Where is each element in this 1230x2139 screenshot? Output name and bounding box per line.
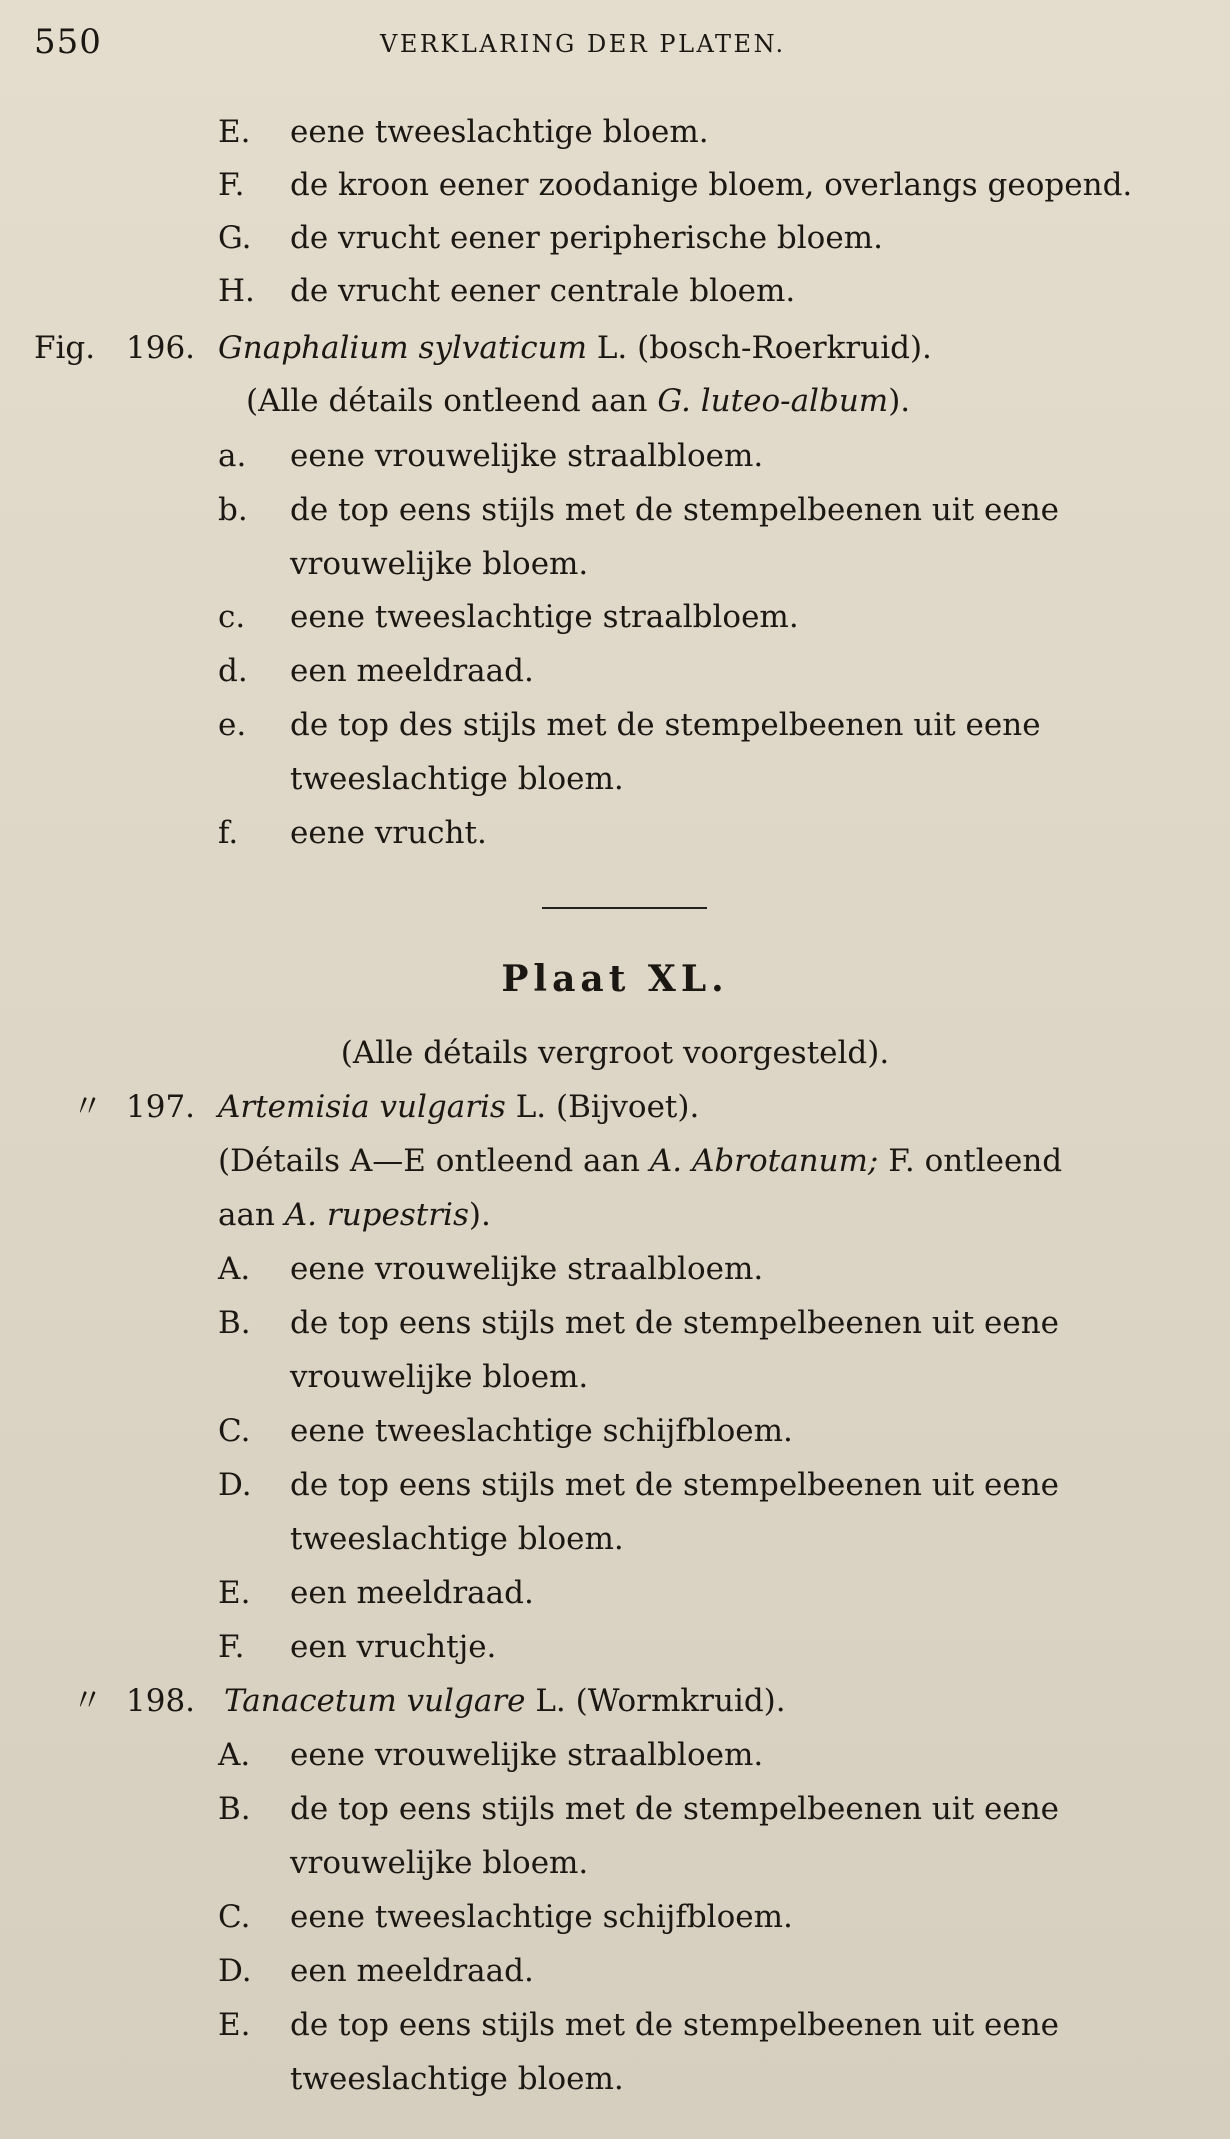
item-label: d. bbox=[218, 653, 248, 689]
note-species: G. luteo-album bbox=[657, 383, 889, 419]
figure-number: 198. bbox=[126, 1683, 196, 1719]
page-header bbox=[0, 22, 1230, 62]
figure-note-cont bbox=[218, 1196, 491, 1234]
figure-prefix: Fig. bbox=[34, 330, 96, 366]
item-text: de top eens stijls met de stempelbeenen uit eene bbox=[290, 492, 1060, 528]
species-name: Artemisia vulgaris bbox=[218, 1089, 506, 1125]
item-label: E. bbox=[218, 114, 251, 150]
item-text-cont: vrouwelijke bloem. bbox=[290, 1359, 589, 1395]
item-label: A. bbox=[218, 1737, 251, 1773]
note-text: ). bbox=[468, 1197, 491, 1233]
item-text: de kroon eener zoodanige bloem, overlangs geopend. bbox=[290, 167, 1133, 203]
figure-caption bbox=[218, 329, 932, 367]
item-text: een meeldraad. bbox=[290, 653, 534, 689]
item-text-cont: vrouwelijke bloem. bbox=[290, 546, 589, 582]
species-rest: L. (bosch-Roerkruid). bbox=[596, 330, 932, 366]
item-label: f. bbox=[218, 815, 239, 851]
item-label: E. bbox=[218, 2007, 251, 2043]
item-label: a. bbox=[218, 438, 247, 474]
ditto-mark: 〃 bbox=[72, 1089, 103, 1125]
item-label: B. bbox=[218, 1791, 251, 1827]
note-text: aan bbox=[218, 1197, 275, 1233]
item-text: een meeldraad. bbox=[290, 1575, 534, 1611]
item-text: eene vrouwelijke straalbloem. bbox=[290, 1737, 764, 1773]
item-text-cont: tweeslachtige bloem. bbox=[290, 761, 624, 797]
item-text: de top eens stijls met de stempelbeenen uit eene bbox=[290, 1305, 1060, 1341]
item-label: b. bbox=[218, 492, 248, 528]
item-text: eene vrouwelijke straalbloem. bbox=[290, 438, 764, 474]
item-text: eene vrucht. bbox=[290, 815, 487, 851]
item-label: C. bbox=[218, 1899, 251, 1935]
item-label: e. bbox=[218, 707, 247, 743]
figure-note bbox=[218, 1142, 1062, 1180]
item-text: de top des stijls met de stempelbeenen uit eene bbox=[290, 707, 1041, 743]
item-text-cont: tweeslachtige bloem. bbox=[290, 2061, 624, 2097]
species-name: Tanacetum vulgare bbox=[224, 1683, 526, 1719]
item-text: de top eens stijls met de stempelbeenen uit eene bbox=[290, 1467, 1060, 1503]
running-head: VERKLARING DER PLATEN. bbox=[380, 30, 786, 58]
item-label: C. bbox=[218, 1413, 251, 1449]
item-text: eene tweeslachtige bloem. bbox=[290, 114, 709, 150]
item-label: A. bbox=[218, 1251, 251, 1287]
figure-caption bbox=[224, 1682, 786, 1720]
item-label: D. bbox=[218, 1467, 252, 1503]
item-text: de top eens stijls met de stempelbeenen uit eene bbox=[290, 2007, 1060, 2043]
item-text: de vrucht eener centrale bloem. bbox=[290, 273, 796, 309]
note-species: A. Abrotanum; bbox=[649, 1143, 879, 1179]
note-text: (Détails A—E ontleend aan bbox=[218, 1143, 640, 1179]
item-text: eene vrouwelijke straalbloem. bbox=[290, 1251, 764, 1287]
item-text: een vruchtje. bbox=[290, 1629, 497, 1665]
item-text-cont: tweeslachtige bloem. bbox=[290, 1521, 624, 1557]
figure-caption bbox=[218, 1088, 699, 1126]
item-label: G. bbox=[218, 220, 252, 256]
plate-subtitle: (Alle détails vergroot voorgesteld). bbox=[340, 1035, 890, 1071]
species-rest: L. (Bijvoet). bbox=[515, 1089, 700, 1125]
note-text: ). bbox=[888, 383, 911, 419]
figure-note bbox=[246, 382, 910, 420]
note-species: A. rupestris bbox=[284, 1197, 469, 1233]
note-text: F. ontleend bbox=[888, 1143, 1063, 1179]
ditto-mark: 〃 bbox=[72, 1683, 103, 1719]
item-text: eene tweeslachtige schijfbloem. bbox=[290, 1413, 793, 1449]
page-number: 550 bbox=[34, 22, 102, 62]
note-text: (Alle détails ontleend aan bbox=[246, 383, 648, 419]
section-divider bbox=[542, 907, 707, 909]
item-label: F. bbox=[218, 1629, 245, 1665]
item-label: B. bbox=[218, 1305, 251, 1341]
item-label: D. bbox=[218, 1953, 252, 1989]
item-label: c. bbox=[218, 599, 246, 635]
species-rest: L. (Wormkruid). bbox=[535, 1683, 786, 1719]
item-text: de top eens stijls met de stempelbeenen uit eene bbox=[290, 1791, 1060, 1827]
figure-number: 197. bbox=[126, 1089, 196, 1125]
item-label: F. bbox=[218, 167, 245, 203]
item-label: E. bbox=[218, 1575, 251, 1611]
item-text: de vrucht eener peripherische bloem. bbox=[290, 220, 883, 256]
species-name: Gnaphalium sylvaticum bbox=[218, 330, 587, 366]
figure-number: 196. bbox=[126, 330, 196, 366]
item-text: een meeldraad. bbox=[290, 1953, 534, 1989]
item-text: eene tweeslachtige straalbloem. bbox=[290, 599, 799, 635]
item-text: eene tweeslachtige schijfbloem. bbox=[290, 1899, 793, 1935]
plate-title: Plaat XL. bbox=[501, 958, 729, 1000]
item-label: H. bbox=[218, 273, 255, 309]
item-text-cont: vrouwelijke bloem. bbox=[290, 1845, 589, 1881]
